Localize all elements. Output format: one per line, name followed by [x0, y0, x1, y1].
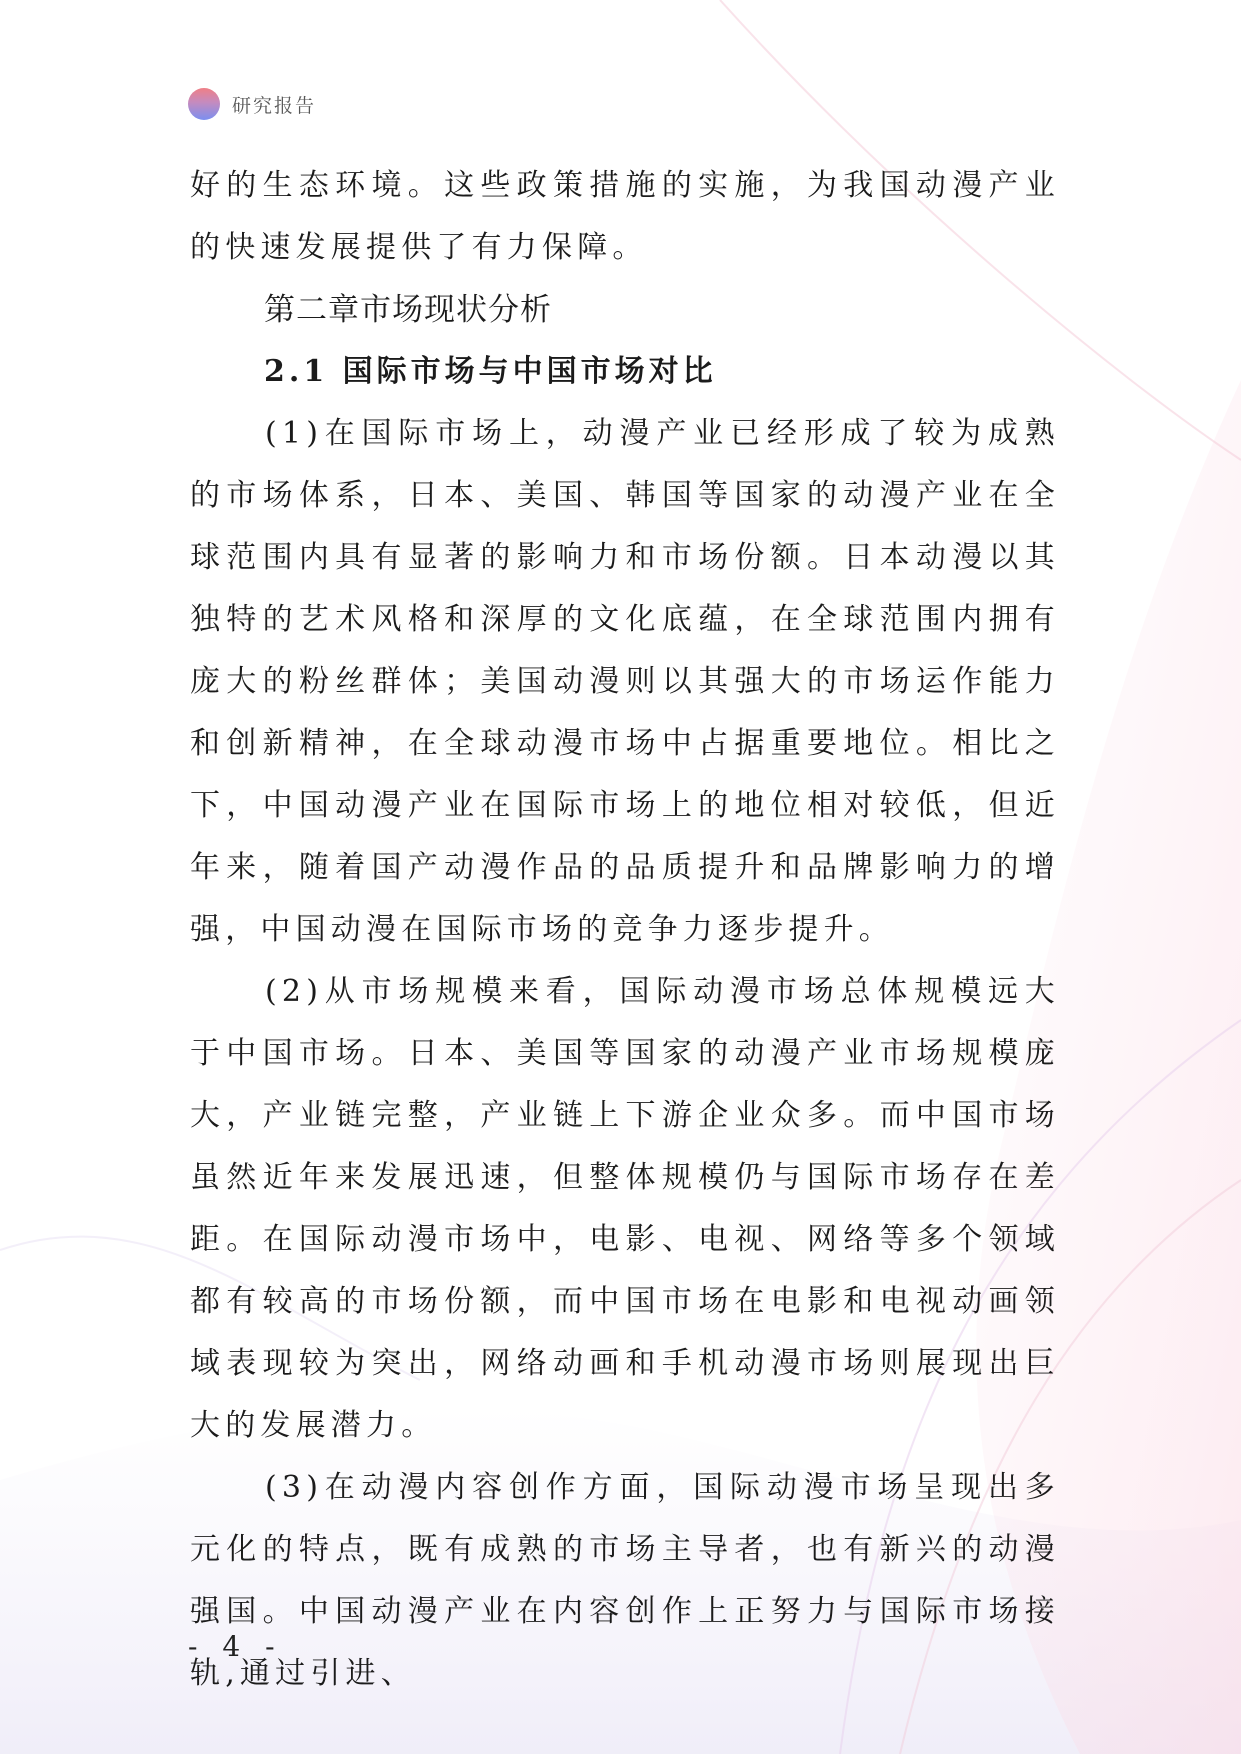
page-body — [190, 155, 1060, 1705]
report-header — [188, 88, 316, 120]
section-title: 2.1 国际市场与中国市场对比 — [264, 354, 717, 389]
header-title: 研究报告 — [232, 94, 317, 117]
paragraph-3: (3)在动漫内容创作方面，国际动漫市场呈现出多元化的特点，既有成熟的市场主导者，也有新兴的动漫强国。中国动漫产业在内容创作上正努力与国际市场接轨,通过引进、 — [190, 1470, 1060, 1691]
logo-circle-icon — [188, 88, 220, 120]
paragraph-2: (2)从市场规模来看，国际动漫市场总体规模远大于中国市场。日本、美国等国家的动漫产业市场规模庞大，产业链完整，产业链上下游企业众多。而中国市场虽然近年来发展迅速，但整体规模仍与国际市场存在差距。在国际动漫市场中，电影、电视、网络等多个领域都有较高的市场份额，而中国市场在电影和电视动画领域表现较为突出，网络动画和手机动漫市场则展现出巨大的发展潜力。 — [190, 974, 1060, 1443]
paragraph-1: (1)在国际市场上，动漫产业已经形成了较为成熟的市场体系，日本、美国、韩国等国家的动漫产业在全球范围内具有显著的影响力和市场份额。日本动漫以其独特的艺术风格和深厚的文化底蕴，在全球范围内拥有庞大的粉丝群体；美国动漫则以其强大的市场运作能力和创新精神，在全球动漫市场中占据重要地位。相比之下，中国动漫产业在国际市场上的地位相对较低，但近年来，随着国产动漫作品的品质提升和品牌影响力的增强，中国动漫在国际市场的竞争力逐步提升。 — [190, 416, 1060, 947]
continued-paragraph: 好的生态环境。这些政策措施的实施，为我国动漫产业的快速发展提供了有力保障。 — [190, 168, 1060, 265]
chapter-title: 第二章市场现状分析 — [264, 292, 552, 328]
page-number: - 4 - — [188, 1630, 283, 1663]
